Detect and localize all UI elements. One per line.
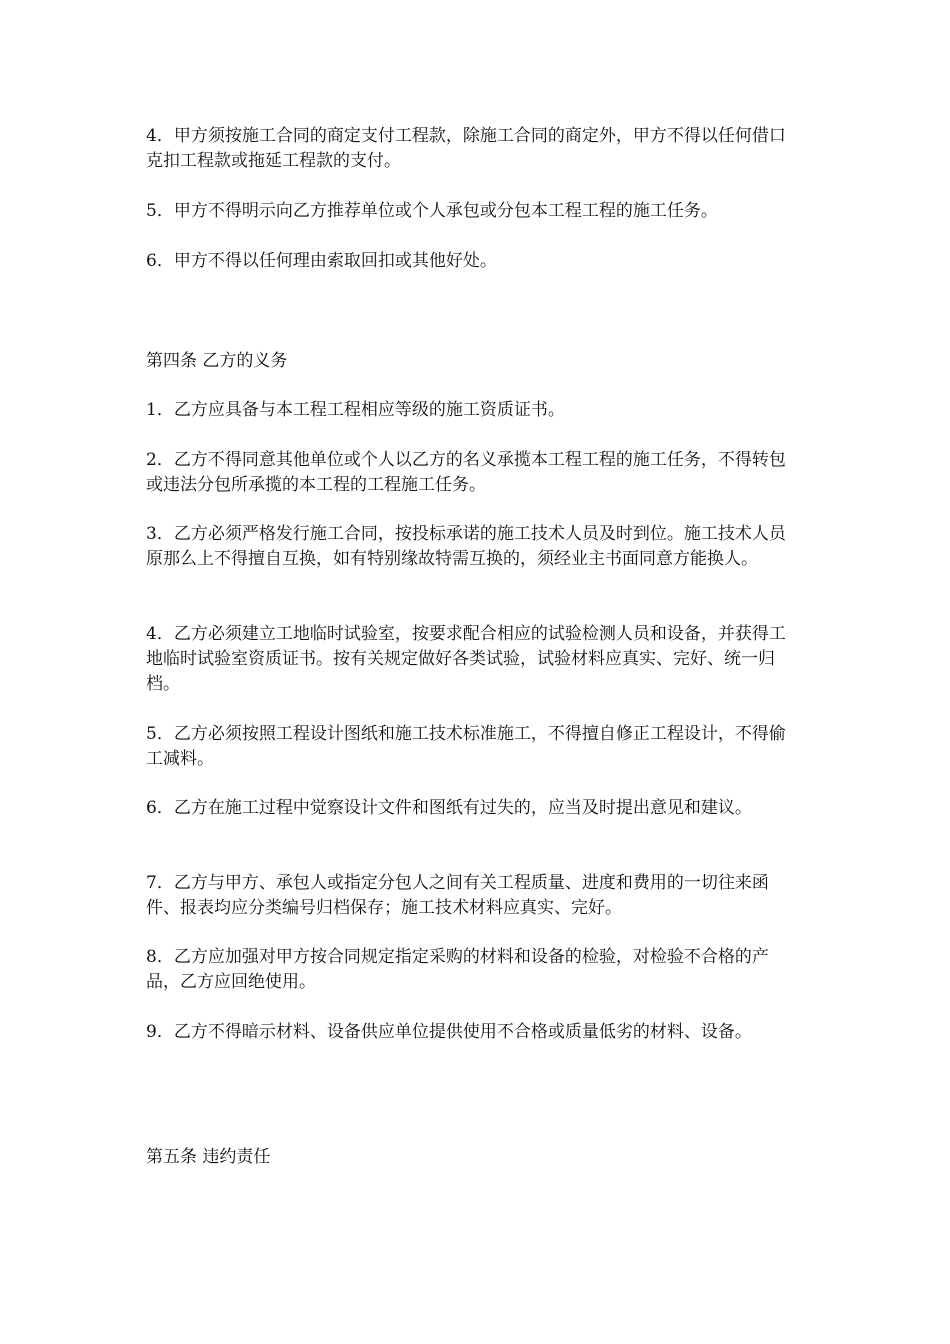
section4-item-7: 7．乙方与甲方、承包人或指定分包人之间有关工程质量、进度和费用的一切往来函件、报表均应分类编号归档保存；施工技术材料应真实、完好。 (146, 873, 769, 918)
section4-item-1: 1．乙方应具备与本工程工程相应等级的施工资质证书。 (146, 400, 565, 420)
section3-item-5: 5．甲方不得明示向乙方推荐单位或个人承包或分包本工程工程的施工任务。 (146, 201, 718, 221)
section4-item-5: 5．乙方必须按照工程设计图纸和施工技术标准施工，不得擅自修正工程设计，不得偷工减料。 (146, 724, 786, 769)
section3-item-4: 4．甲方须按施工合同的商定支付工程款，除施工合同的商定外，甲方不得以任何借口克扣工程款或拖延工程款的支付。 (146, 126, 786, 171)
section3-item-6: 6．甲方不得以任何理由索取回扣或其他好处。 (146, 251, 497, 271)
section4-item-6: 6．乙方在施工过程中觉察设计文件和图纸有过失的，应当及时提出意见和建议。 (146, 798, 752, 818)
section4-item-8: 8．乙方应加强对甲方按合同规定指定采购的材料和设备的检验，对检验不合格的产品，乙方应回绝使用。 (146, 947, 769, 992)
section4-item-3: 3．乙方必须严格发行施工合同，按投标承诺的施工技术人员及时到位。施工技术人员原那么上不得擅自互换，如有特别缘故特需互换的，须经业主书面同意方能换人。 (146, 524, 786, 569)
section4-item-9: 9．乙方不得暗示材料、设备供应单位提供使用不合格或质量低劣的材料、设备。 (146, 1022, 752, 1042)
section4-item-4: 4．乙方必须建立工地临时试验室，按要求配合相应的试验检测人员和设备，并获得工地临时试验室资质证书。按有关规定做好各类试验，试验材料应真实、完好、统一归档。 (146, 624, 786, 694)
section4-item-2: 2．乙方不得同意其他单位或个人以乙方的名义承揽本工程工程的施工任务，不得转包或违法分包所承揽的本工程的工程施工任务。 (146, 450, 786, 495)
section4-heading: 第四条 乙方的义务 (146, 351, 288, 371)
section5-heading: 第五条 违约责任 (146, 1147, 271, 1167)
